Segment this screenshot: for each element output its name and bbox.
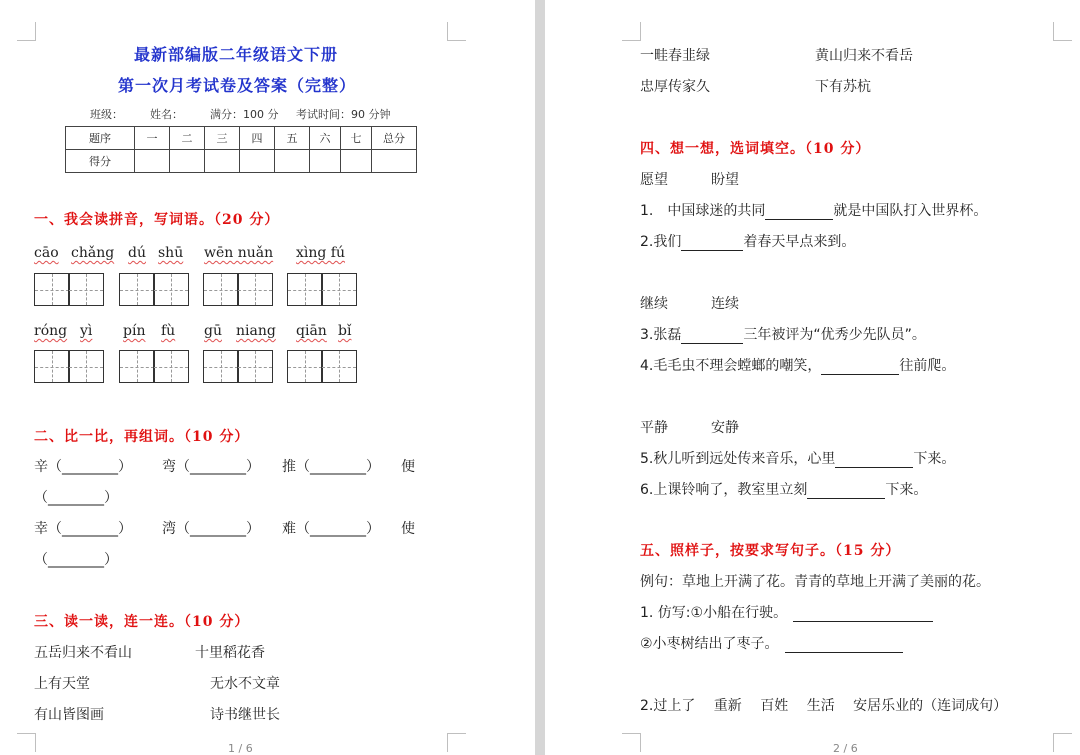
question-text: 就是中国队打入世界杯。 xyxy=(833,203,988,219)
word-group-item: 推（________） xyxy=(282,459,380,475)
pinyin: bǐ xyxy=(338,323,352,339)
pinyin: cāo xyxy=(34,245,59,261)
pinyin: pín xyxy=(123,323,146,339)
name-label: 姓名： xyxy=(150,108,183,121)
crop-mark xyxy=(1053,22,1072,41)
word-group-item: 幸（________） xyxy=(34,521,132,537)
answer-blank[interactable] xyxy=(681,236,743,251)
word-choice: 安静 xyxy=(711,420,739,436)
answer-blank[interactable] xyxy=(835,453,913,468)
writing-grid-box[interactable] xyxy=(119,273,155,306)
question-text: 1. 中国球迷的共同 xyxy=(640,203,766,219)
word-group-item: （________） xyxy=(34,490,118,506)
section-1-heading: 一、我会读拼音，写词语。（20 分） xyxy=(34,212,280,228)
pinyin: shū xyxy=(158,245,184,261)
score-cell[interactable] xyxy=(205,150,240,173)
question-text: 5.秋儿听到远处传来音乐，心里 xyxy=(640,451,836,467)
word-group-item: （________） xyxy=(34,552,118,568)
writing-grid-box[interactable] xyxy=(68,273,104,306)
table-cell: 二 xyxy=(170,127,205,150)
crop-mark xyxy=(622,733,641,752)
pinyin: xìng fú xyxy=(296,245,345,261)
match-left-item: 忠厚传家久 xyxy=(640,79,710,95)
writing-grid-row xyxy=(34,350,364,385)
writing-grid-box[interactable] xyxy=(119,350,155,383)
match-right-item: 黄山归来不看岳 xyxy=(815,48,913,64)
page-subtitle: 第一次月考试卷及答案（完整） xyxy=(118,76,357,95)
score-cell[interactable] xyxy=(275,150,310,173)
fill-question-5 xyxy=(640,450,955,468)
match-left-item: 有山皆图画 xyxy=(34,707,104,723)
crop-mark xyxy=(447,733,466,752)
question-text: 着春天早点来到。 xyxy=(743,234,856,250)
writing-grid-box[interactable] xyxy=(34,350,70,383)
pinyin: qiān xyxy=(296,323,327,339)
match-left-item: 一畦春韭绿 xyxy=(640,48,710,64)
word-group-item: 难（________） xyxy=(282,521,380,537)
rewrite-question-2: 2.过上了 重新 百姓 生活 安居乐业的（连词成句） xyxy=(640,698,1008,714)
writing-grid-box[interactable] xyxy=(68,350,104,383)
crop-mark xyxy=(17,22,36,41)
score-table-score-row xyxy=(66,150,417,173)
writing-grid-box[interactable] xyxy=(237,350,273,383)
rewrite-question-1b xyxy=(640,635,903,653)
writing-grid-box[interactable] xyxy=(287,350,323,383)
writing-grid-box[interactable] xyxy=(153,350,189,383)
match-right-item: 诗书继世长 xyxy=(210,707,280,723)
table-cell: 总分 xyxy=(372,127,417,150)
word-group-item: 湾（________） xyxy=(162,521,260,537)
table-cell: 三 xyxy=(205,127,240,150)
table-cell: 得分 xyxy=(66,150,135,173)
pinyin: yì xyxy=(80,323,93,339)
score-cell[interactable] xyxy=(135,150,170,173)
question-text: 下来。 xyxy=(913,451,956,467)
table-cell: 六 xyxy=(310,127,341,150)
writing-grid-box[interactable] xyxy=(321,273,357,306)
question-text: 3.张磊 xyxy=(640,327,682,343)
section-3-heading: 三、读一读，连一连。（10 分） xyxy=(34,614,250,630)
full-score: 满分：100 分 xyxy=(210,108,279,121)
writing-grid-box[interactable] xyxy=(237,273,273,306)
section-4-heading: 四、想一想，选词填空。（10 分） xyxy=(640,141,871,157)
fill-question-6 xyxy=(640,481,927,499)
writing-grid-box[interactable] xyxy=(287,273,323,306)
crop-mark xyxy=(17,733,36,752)
score-table-header-row xyxy=(66,127,417,150)
word-choice: 平静 xyxy=(640,420,668,436)
writing-grid-box[interactable] xyxy=(203,273,239,306)
pinyin: wēn nuǎn xyxy=(204,245,274,261)
question-text: 下来。 xyxy=(885,482,928,498)
score-cell[interactable] xyxy=(310,150,341,173)
answer-blank[interactable] xyxy=(793,607,933,622)
answer-blank[interactable] xyxy=(785,638,903,653)
document-page-1 xyxy=(0,0,535,755)
score-cell[interactable] xyxy=(170,150,205,173)
question-text: 往前爬。 xyxy=(899,358,956,374)
pinyin: gū xyxy=(204,323,222,339)
score-table xyxy=(65,126,417,173)
answer-blank[interactable] xyxy=(807,484,885,499)
pinyin: fù xyxy=(161,323,176,339)
word-group-item: 便 xyxy=(401,459,415,475)
section-2-heading: 二、比一比，再组词。（10 分） xyxy=(34,429,250,445)
score-cell[interactable] xyxy=(372,150,417,173)
question-text: 4.毛毛虫不理会螳螂的嘲笑， xyxy=(640,358,822,374)
match-right-item: 十里稻花香 xyxy=(195,645,265,661)
rewrite-question-1a xyxy=(640,604,933,622)
crop-mark xyxy=(622,22,641,41)
page-title: 最新部编版二年级语文下册 xyxy=(134,45,339,64)
writing-grid-box[interactable] xyxy=(34,273,70,306)
writing-grid-box[interactable] xyxy=(203,350,239,383)
question-text: 6.上课铃响了，教室里立刻 xyxy=(640,482,808,498)
score-cell[interactable] xyxy=(240,150,275,173)
class-label: 班级： xyxy=(90,108,123,121)
page-number: 1 / 6 xyxy=(228,742,253,755)
question-text: ②小枣树结出了枣子。 xyxy=(640,636,779,652)
pinyin: róng xyxy=(34,323,68,339)
table-cell: 七 xyxy=(341,127,372,150)
pinyin: chǎng xyxy=(71,245,115,261)
writing-grid-row xyxy=(34,273,364,308)
fill-question-1 xyxy=(640,202,987,220)
section-5-heading: 五、照样子，按要求写句子。（15 分） xyxy=(640,543,901,559)
word-choice: 愿望 xyxy=(640,172,668,188)
pinyin: niang xyxy=(236,323,276,339)
score-cell[interactable] xyxy=(341,150,372,173)
writing-grid-box[interactable] xyxy=(321,350,357,383)
table-cell: 题序 xyxy=(66,127,135,150)
word-choice: 继续 xyxy=(640,296,668,312)
fill-question-3 xyxy=(640,326,926,344)
word-group-item: 使 xyxy=(401,521,415,537)
table-cell: 四 xyxy=(240,127,275,150)
fill-question-4 xyxy=(640,357,955,375)
match-left-item: 上有天堂 xyxy=(34,676,90,692)
question-text: 2.我们 xyxy=(640,234,682,250)
answer-blank[interactable] xyxy=(681,329,743,344)
answer-blank[interactable] xyxy=(821,360,899,375)
writing-grid-box[interactable] xyxy=(153,273,189,306)
word-choice: 连续 xyxy=(711,296,739,312)
pinyin: dú xyxy=(128,245,146,261)
word-group-item: 辛（________） xyxy=(34,459,132,475)
word-group-item: 弯（________） xyxy=(162,459,260,475)
answer-blank[interactable] xyxy=(765,205,833,220)
crop-mark xyxy=(447,22,466,41)
match-right-item: 无水不文章 xyxy=(210,676,280,692)
document-page-2 xyxy=(545,0,1080,755)
match-left-item: 五岳归来不看山 xyxy=(34,645,132,661)
word-choice: 盼望 xyxy=(711,172,739,188)
match-right-item: 下有苏杭 xyxy=(815,79,871,95)
exam-time: 考试时间：90 分钟 xyxy=(296,108,391,121)
table-cell: 一 xyxy=(135,127,170,150)
page-number: 2 / 6 xyxy=(833,742,858,755)
fill-question-2 xyxy=(640,233,855,251)
question-text: 三年被评为“优秀少先队员”。 xyxy=(743,327,926,343)
question-text: 1. 仿写:①小船在行驶。 xyxy=(640,605,788,621)
crop-mark xyxy=(1053,733,1072,752)
table-cell: 五 xyxy=(275,127,310,150)
example-sentence: 例句：草地上开满了花。青青的草地上开满了美丽的花。 xyxy=(640,574,990,590)
